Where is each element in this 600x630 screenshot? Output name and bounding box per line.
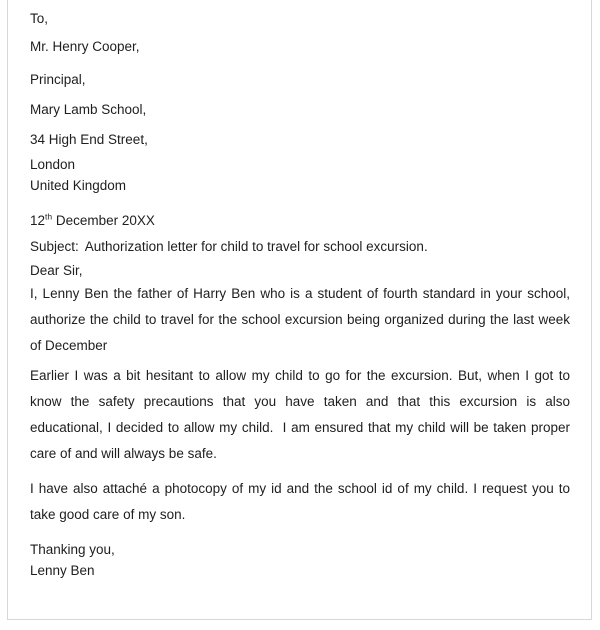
letter-content xyxy=(8,0,591,581)
signature-name: Lenny Ben xyxy=(30,563,95,578)
address-line-title: Principal, xyxy=(30,72,86,87)
body-paragraph-3: I have also attaché a photocopy of my id and the school id of my child. I request you to take good care of my son. xyxy=(30,481,570,522)
address-line-school: Mary Lamb School, xyxy=(30,102,147,117)
body-paragraph-2: Earlier I was a bit hesitant to allow my child to go for the excursion. But, when I got to know the safety precautions that you have taken and that this excursion is also educational, I decided to allow my child. I am ensured that my child will be taken proper care of and will always be safe. xyxy=(30,368,570,461)
address-line-recipient-name: Mr. Henry Cooper, xyxy=(30,39,140,54)
address-line-city: London xyxy=(30,157,76,172)
page-border xyxy=(7,0,592,620)
body-paragraph-1: I, Lenny Ben the father of Harry Ben who is a student of fourth standard in your school, authorize the child to travel for the school excursion being organized during the last week of December xyxy=(30,286,570,353)
address-line-to: To, xyxy=(30,11,49,26)
address-line-street: 34 High End Street, xyxy=(30,132,148,147)
subject-text: Authorization letter for child to travel for school excursion. xyxy=(84,239,428,254)
address-line-country: United Kingdom xyxy=(30,178,127,193)
date-month-year: December 20XX xyxy=(52,213,155,228)
subject-label: Subject: xyxy=(30,239,79,254)
date-ordinal-suffix: th xyxy=(45,211,53,222)
salutation: Dear Sir, xyxy=(30,263,83,278)
date-day: 12 xyxy=(30,213,46,228)
date-line xyxy=(30,208,570,234)
subject-line xyxy=(30,234,570,260)
closing-line: Thanking you, xyxy=(30,542,115,557)
